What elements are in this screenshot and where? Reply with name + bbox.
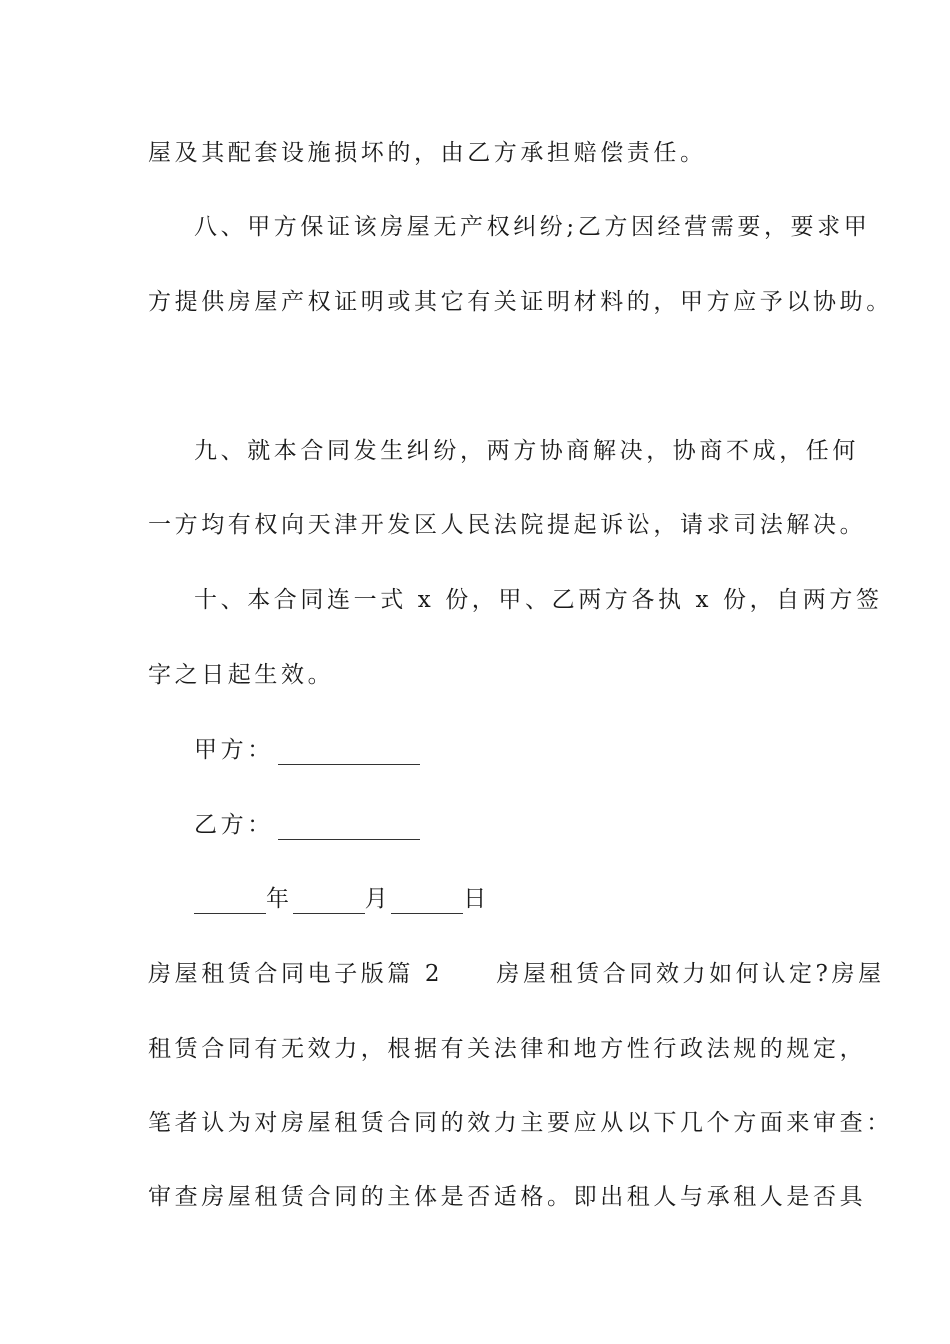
year-blank: [194, 891, 266, 914]
party-a-signature: [194, 735, 864, 765]
party-b-label: 乙方：: [194, 812, 274, 838]
paragraph-line: 八、甲方保证该房屋无产权纠纷;乙方因经营需要，要求甲: [194, 214, 871, 240]
paragraph-line: 屋及其配套设施损坏的，由乙方承担赔偿责任。: [148, 140, 707, 166]
party-a-label: 甲方：: [194, 737, 274, 763]
month-label: 月: [364, 886, 392, 912]
day-label: 日: [463, 886, 490, 912]
party-b-blank: [278, 817, 420, 840]
paragraph-line: 方提供房屋产权证明或其它有关证明材料的，甲方应予以协助。: [148, 289, 893, 315]
paragraph-line: 租赁合同有无效力，根据有关法律和地方性行政法规的规定，: [148, 1036, 867, 1062]
date-line: [194, 884, 864, 914]
day-blank: [391, 891, 463, 914]
paragraph-line: 笔者认为对房屋租赁合同的效力主要应从以下几个方面来审查：: [148, 1110, 893, 1136]
month-blank: [293, 891, 365, 914]
party-a-blank: [278, 742, 420, 765]
year-label: 年: [266, 886, 293, 912]
paragraph-line: 房屋租赁合同电子版篇 2 房屋租赁合同效力如何认定?房屋: [148, 961, 885, 987]
paragraph-line: 一方均有权向天津开发区人民法院提起诉讼，请求司法解决。: [148, 512, 867, 538]
paragraph-line: 字之日起生效。: [148, 662, 335, 688]
paragraph-line: 九、就本合同发生纠纷，两方协商解决，协商不成，任何: [194, 438, 859, 464]
party-b-signature: [194, 810, 864, 840]
paragraph-line: 十、本合同连一式 x 份，甲、乙两方各执 x 份，自两方签: [194, 587, 883, 613]
paragraph-line: 审查房屋租赁合同的主体是否适格。即出租人与承租人是否具: [148, 1184, 867, 1210]
